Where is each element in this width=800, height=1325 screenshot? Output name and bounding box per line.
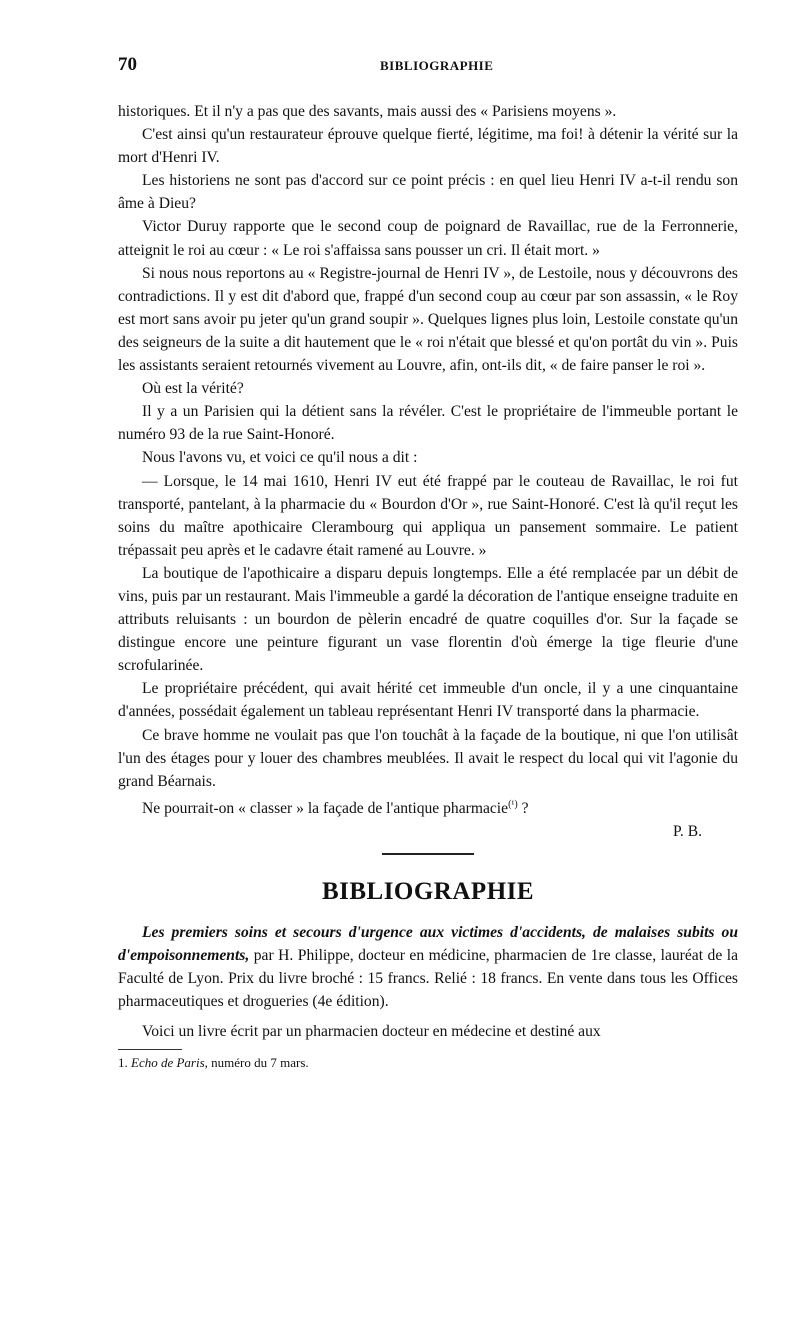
article-paragraph: Ce brave homme ne voulait pas que l'on touchât à la façade de la boutique, ni que l'on utilisât l'un des étages pour y louer des chambres meublées. Il avait le respect du local qui vit l'agonie du grand Béarnais.: [118, 726, 738, 790]
article-last-paragraph: [118, 793, 738, 820]
article-paragraph: Si nous nous reportons au « Registre-journal de Henri IV », de Lestoile, nous y découvrons des contradictions. Il y est dit d'abord que, frappé d'un second coup au cœur par son assassin, « le Roy est mort sans avoir pu jeter qu'un grand soupir ». Quelques lignes plus loin, Lestoile constate qu'un des seigneurs de la suite a dit hautement que le « roi n'était que blessé et qu'on portât du vin ». Puis les assistants seraient retournés vivement au Louvre, afin, ont-ils dit, « de faire panser le roi ».: [118, 264, 738, 375]
bibliography-entry: [118, 921, 738, 1013]
separator-rule: [382, 853, 474, 855]
article-paragraph: Les historiens ne sont pas d'accord sur ce point précis : en quel lieu Henri IV a-t-il rendu son âme à Dieu?: [118, 172, 738, 213]
article-paragraph: C'est ainsi qu'un restaurateur éprouve quelque fierté, légitime, ma foi! à détenir la vérité sur la mort d'Henri IV.: [118, 126, 738, 167]
bibliography-heading: BIBLIOGRAPHIE: [321, 878, 535, 906]
page-number: 70: [118, 54, 137, 75]
footnote-marker: (¹): [508, 798, 518, 810]
article-paragraph: — Lorsque, le 14 mai 1610, Henri IV eut été frappé par le couteau de Ravaillac, le roi fut transporté, pantelant, à la pharmacie du « Bourdon d'Or », rue Saint-Honoré. C'est là qu'il reçut les soins du maître apothicaire Clerambourg qui appliqua un pansement sommaire. Le patient trépassait peu après et le cadavre était ramené au Louvre. »: [118, 472, 738, 559]
footnote: [118, 1054, 738, 1072]
book-details: par H. Philippe, docteur en médicine, pharmacien de 1re classe, lauréat de la Faculté de Lyon. Prix du livre broché : 15 francs. Relié : 18 francs. En vente dans tous les Offices pharmaceutiques et drogueries (4e édition).: [118, 947, 738, 1011]
footnote-source: Echo de Paris: [131, 1054, 205, 1070]
article-paragraph: historiques. Et il n'y a pas que des savants, mais aussi des « Parisiens moyens ».: [118, 103, 617, 120]
book-title: Les premiers soins et secours d'urgence aux victimes d'accidents, de malaises subits ou d'empoisonnements,: [118, 924, 738, 965]
running-title: BIBLIOGRAPHIE: [380, 58, 494, 73]
article-paragraph: Nous l'avons vu, et voici ce qu'il nous a dit :: [142, 449, 418, 467]
footnote-rule: [118, 1049, 182, 1050]
signature: P. B.: [672, 823, 702, 841]
bibliography-intro: Voici un livre écrit par un pharmacien docteur en médecine et destiné aux: [142, 1022, 601, 1040]
article-paragraph: Le propriétaire précédent, qui avait hérité cet immeuble d'un oncle, il y a une cinquantaine d'années, possédait également un tableau représentant Henri IV transporté dans la pharmacie.: [118, 680, 738, 721]
article-paragraph: Victor Duruy rapporte que le second coup de poignard de Ravaillac, rue de la Ferronnerie, atteignit le roi au cœur : « Le roi s'affaissa sans pousser un cri. Il était mort. »: [118, 218, 738, 259]
footnote-number: 1.: [118, 1054, 128, 1070]
article-paragraph: Il y a un Parisien qui la détient sans la révéler. C'est le propriétaire de l'immeuble portant le numéro 93 de la rue Saint-Honoré.: [118, 403, 738, 444]
article-paragraph: La boutique de l'apothicaire a disparu depuis longtemps. Elle a été remplacée par un débit de vins, puis par un restaurant. Mais l'immeuble a gardé la décoration de l'antique enseigne traduite en attributs reluisants : un bourdon de pèlerin encadré de quatre coquilles d'or. Sur la façade se distingue encore une peinture figurant un vase florentin d'où émerge la tige fleurie d'une scrofularinée.: [118, 564, 738, 675]
footnote-detail: , numéro du 7 mars.: [204, 1054, 309, 1070]
last-paragraph-text: Ne pourrait-on « classer » la façade de l'antique pharmacie: [142, 800, 509, 817]
article-paragraph: Où est la vérité?: [142, 380, 244, 398]
page-header: [118, 46, 738, 76]
page-body: [118, 100, 738, 1072]
last-paragraph-end: ?: [517, 800, 529, 817]
